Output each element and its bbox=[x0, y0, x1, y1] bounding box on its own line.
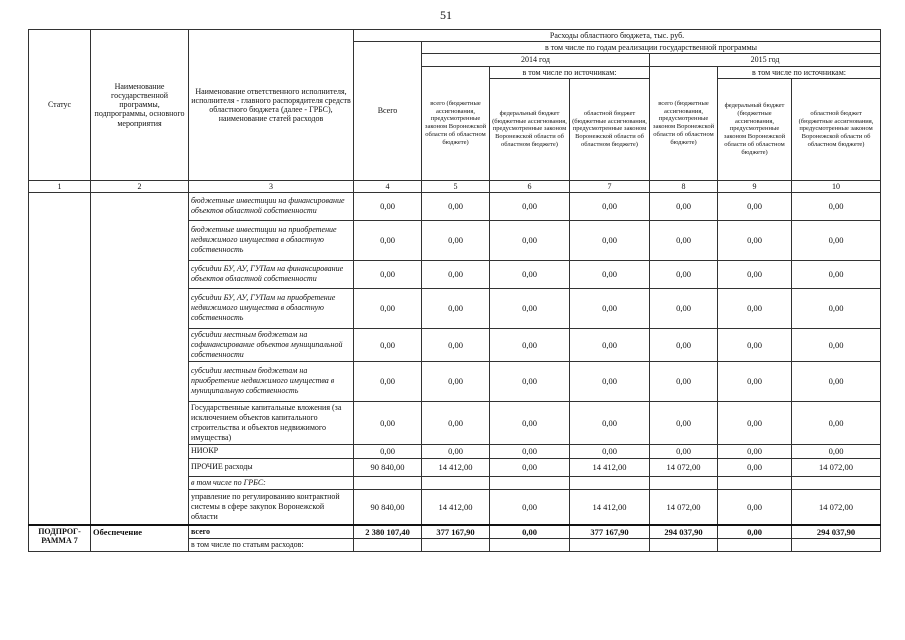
cell-2015-regional: 14 072,00 bbox=[792, 489, 881, 525]
cell-2014-federal: 0,00 bbox=[490, 444, 570, 458]
header-2015-federal: федеральный бюджет (бюджетные ассигнования, предусмотренные законом Воронежской области об областном бюджете) bbox=[718, 78, 792, 180]
cell-2015-total bbox=[650, 476, 718, 489]
cell-2014-federal: 0,00 bbox=[490, 192, 570, 220]
header-2015-total: всего (бюджетные ассигнования, предусмотренные законом Воронежской области об областном бюджете) bbox=[650, 66, 718, 180]
cell-total: 90 840,00 bbox=[354, 489, 422, 525]
col-num: 10 bbox=[792, 180, 881, 192]
cell-2014-federal: 0,00 bbox=[490, 525, 570, 539]
cell-2015-federal: 0,00 bbox=[718, 192, 792, 220]
cell-2014-total: 0,00 bbox=[422, 260, 490, 288]
cell-2015-regional: 0,00 bbox=[792, 192, 881, 220]
cell-2014-regional: 0,00 bbox=[570, 220, 650, 260]
cell-2015-regional: 0,00 bbox=[792, 260, 881, 288]
cell-total: 0,00 bbox=[354, 361, 422, 401]
cell-2014-regional bbox=[570, 476, 650, 489]
subprogram-total-row bbox=[29, 525, 881, 539]
cell-2015-total: 0,00 bbox=[650, 260, 718, 288]
cell-total: 0,00 bbox=[354, 192, 422, 220]
col-num: 7 bbox=[570, 180, 650, 192]
subprogram-status: ПОДПРОГ-РАММА 7 bbox=[29, 525, 91, 552]
cell-2015-total: 0,00 bbox=[650, 220, 718, 260]
col-num: 1 bbox=[29, 180, 91, 192]
cell-2014-regional: 0,00 bbox=[570, 288, 650, 328]
col-num: 8 bbox=[650, 180, 718, 192]
cell-2014-regional: 0,00 bbox=[570, 444, 650, 458]
col-num: 6 bbox=[490, 180, 570, 192]
cell-2015-total: 0,00 bbox=[650, 444, 718, 458]
row-label: управление по регулированию контрактной системы в сфере закупок Воронежской области bbox=[189, 489, 354, 525]
cell-total: 0,00 bbox=[354, 328, 422, 361]
cell-2014-federal: 0,00 bbox=[490, 220, 570, 260]
cell-2014-federal: 0,00 bbox=[490, 361, 570, 401]
cell-empty bbox=[354, 539, 422, 552]
cell-2014-total: 0,00 bbox=[422, 401, 490, 444]
cell-2014-regional: 0,00 bbox=[570, 401, 650, 444]
cell-2015-regional: 0,00 bbox=[792, 328, 881, 361]
row-label: субсидии местным бюджетам на софинансирование объектов муниципальной собственности bbox=[189, 328, 354, 361]
cell-empty bbox=[422, 539, 490, 552]
cell-2014-federal: 0,00 bbox=[490, 288, 570, 328]
header-year-2015: 2015 год bbox=[650, 54, 881, 66]
cell-2015-federal: 0,00 bbox=[718, 361, 792, 401]
header-program-name: Наименование государственной программы, подпрограммы, основного мероприятия bbox=[91, 30, 189, 181]
col-num: 9 bbox=[718, 180, 792, 192]
cell-2014-federal: 0,00 bbox=[490, 458, 570, 476]
cell-2014-regional: 0,00 bbox=[570, 328, 650, 361]
cell-2014-regional: 0,00 bbox=[570, 260, 650, 288]
col-num: 5 bbox=[422, 180, 490, 192]
cell-2015-total: 0,00 bbox=[650, 288, 718, 328]
header-by-years: в том числе по годам реализации государственной программы bbox=[422, 42, 881, 54]
cell-2014-total: 0,00 bbox=[422, 288, 490, 328]
cell-empty bbox=[490, 539, 570, 552]
cell-2014-regional: 377 167,90 bbox=[570, 525, 650, 539]
cell-2014-federal: 0,00 bbox=[490, 401, 570, 444]
row-label: субсидии БУ, АУ, ГУПам на финансирование объектов областной собственности bbox=[189, 260, 354, 288]
cell-2014-federal: 0,00 bbox=[490, 489, 570, 525]
cell-2014-total: 377 167,90 bbox=[422, 525, 490, 539]
cell-2014-regional: 0,00 bbox=[570, 361, 650, 401]
cell-2014-total bbox=[422, 476, 490, 489]
cell-2015-regional: 0,00 bbox=[792, 288, 881, 328]
column-numbers-row bbox=[29, 180, 881, 192]
row-label: Государственные капитальные вложения (за исключением объектов капитального строительства и объектов недвижимого имущества) bbox=[189, 401, 354, 444]
cell-2014-federal bbox=[490, 476, 570, 489]
cell-total: 90 840,00 bbox=[354, 458, 422, 476]
cell-total: 0,00 bbox=[354, 401, 422, 444]
cell-2015-regional bbox=[792, 476, 881, 489]
cell-empty bbox=[718, 539, 792, 552]
cell-2015-federal: 0,00 bbox=[718, 444, 792, 458]
row-label: субсидии БУ, АУ, ГУПам на приобретение недвижимого имущества в областную собственность bbox=[189, 288, 354, 328]
cell-2015-federal: 0,00 bbox=[718, 328, 792, 361]
cell-2015-federal: 0,00 bbox=[718, 260, 792, 288]
cell-total: 0,00 bbox=[354, 260, 422, 288]
col-num: 3 bbox=[189, 180, 354, 192]
cell-2015-regional: 14 072,00 bbox=[792, 458, 881, 476]
row-label: в том числе по статьям расходов: bbox=[189, 539, 354, 552]
cell-2014-total: 14 412,00 bbox=[422, 489, 490, 525]
cell-2015-total: 14 072,00 bbox=[650, 458, 718, 476]
status-cell-empty bbox=[29, 192, 91, 525]
header-year-2014: 2014 год bbox=[422, 54, 650, 66]
cell-2015-federal: 0,00 bbox=[718, 401, 792, 444]
cell-2015-federal: 0,00 bbox=[718, 525, 792, 539]
table-row bbox=[29, 192, 881, 220]
subprogram-total-label: всего bbox=[189, 525, 354, 539]
col-num: 2 bbox=[91, 180, 189, 192]
cell-2014-federal: 0,00 bbox=[490, 260, 570, 288]
row-label: ПРОЧИЕ расходы bbox=[189, 458, 354, 476]
header-2014-sources: в том числе по источникам: bbox=[490, 66, 650, 78]
cell-2015-total: 0,00 bbox=[650, 192, 718, 220]
header-2015-regional: областной бюджет (бюджетные ассигнования, предусмотренные законом Воронежской области об областном бюджете) bbox=[792, 78, 881, 180]
budget-table bbox=[28, 29, 881, 552]
name-cell-empty bbox=[91, 192, 189, 525]
cell-2015-federal: 0,00 bbox=[718, 458, 792, 476]
cell-total: 0,00 bbox=[354, 444, 422, 458]
cell-2015-total: 14 072,00 bbox=[650, 489, 718, 525]
row-label: бюджетные инвестиции на финансирование объектов областной собственности bbox=[189, 192, 354, 220]
cell-total: 0,00 bbox=[354, 220, 422, 260]
cell-2014-regional: 14 412,00 bbox=[570, 458, 650, 476]
row-label: субсидии местным бюджетам на приобретение недвижимого имущества в муниципальную собственность bbox=[189, 361, 354, 401]
cell-total: 2 380 107,40 bbox=[354, 525, 422, 539]
cell-2015-federal bbox=[718, 476, 792, 489]
cell-2014-total: 0,00 bbox=[422, 220, 490, 260]
header-total: Всего bbox=[354, 42, 422, 181]
cell-2015-total: 0,00 bbox=[650, 401, 718, 444]
cell-total bbox=[354, 476, 422, 489]
cell-2015-regional: 0,00 bbox=[792, 401, 881, 444]
row-label: бюджетные инвестиции на приобретение недвижимого имущества в областную собственность bbox=[189, 220, 354, 260]
cell-2015-total: 294 037,90 bbox=[650, 525, 718, 539]
cell-2015-total: 0,00 bbox=[650, 328, 718, 361]
cell-2014-total: 0,00 bbox=[422, 328, 490, 361]
header-2014-federal: федеральный бюджет (бюджетные ассигнования, предусмотренные законом Воронежской области об областном бюджете) bbox=[490, 78, 570, 180]
header-expenses: Расходы областного бюджета, тыс. руб. bbox=[354, 30, 881, 42]
subprogram-name: Обеспечение bbox=[91, 525, 189, 552]
cell-2014-total: 14 412,00 bbox=[422, 458, 490, 476]
cell-2015-regional: 0,00 bbox=[792, 220, 881, 260]
header-status: Статус bbox=[29, 30, 91, 181]
cell-2015-federal: 0,00 bbox=[718, 220, 792, 260]
cell-2015-regional: 0,00 bbox=[792, 444, 881, 458]
cell-2014-regional: 14 412,00 bbox=[570, 489, 650, 525]
header-2014-total: всего (бюджетные ассигнования, предусмотренные законом Воронежской области об областном бюджете) bbox=[422, 66, 490, 180]
cell-2015-total: 0,00 bbox=[650, 361, 718, 401]
cell-2014-total: 0,00 bbox=[422, 444, 490, 458]
cell-2014-total: 0,00 bbox=[422, 192, 490, 220]
row-label: НИОКР bbox=[189, 444, 354, 458]
cell-empty bbox=[650, 539, 718, 552]
cell-2014-federal: 0,00 bbox=[490, 328, 570, 361]
cell-total: 0,00 bbox=[354, 288, 422, 328]
cell-2015-regional: 294 037,90 bbox=[792, 525, 881, 539]
cell-empty bbox=[792, 539, 881, 552]
header-2015-sources: в том числе по источникам: bbox=[718, 66, 881, 78]
header-2014-regional: областной бюджет (бюджетные ассигнования, предусмотренные законом Воронежской области об областном бюджете) bbox=[570, 78, 650, 180]
cell-2014-regional: 0,00 bbox=[570, 192, 650, 220]
row-label: в том числе по ГРБС: bbox=[189, 476, 354, 489]
header-executor: Наименование ответственного исполнителя, исполнителя - главного распорядителя средств областного бюджета (далее - ГРБС), наименование статей расходов bbox=[189, 30, 354, 181]
cell-2015-regional: 0,00 bbox=[792, 361, 881, 401]
cell-2014-total: 0,00 bbox=[422, 361, 490, 401]
page-number: 51 bbox=[440, 8, 452, 22]
cell-2015-federal: 0,00 bbox=[718, 288, 792, 328]
cell-empty bbox=[570, 539, 650, 552]
col-num: 4 bbox=[354, 180, 422, 192]
cell-2015-federal: 0,00 bbox=[718, 489, 792, 525]
